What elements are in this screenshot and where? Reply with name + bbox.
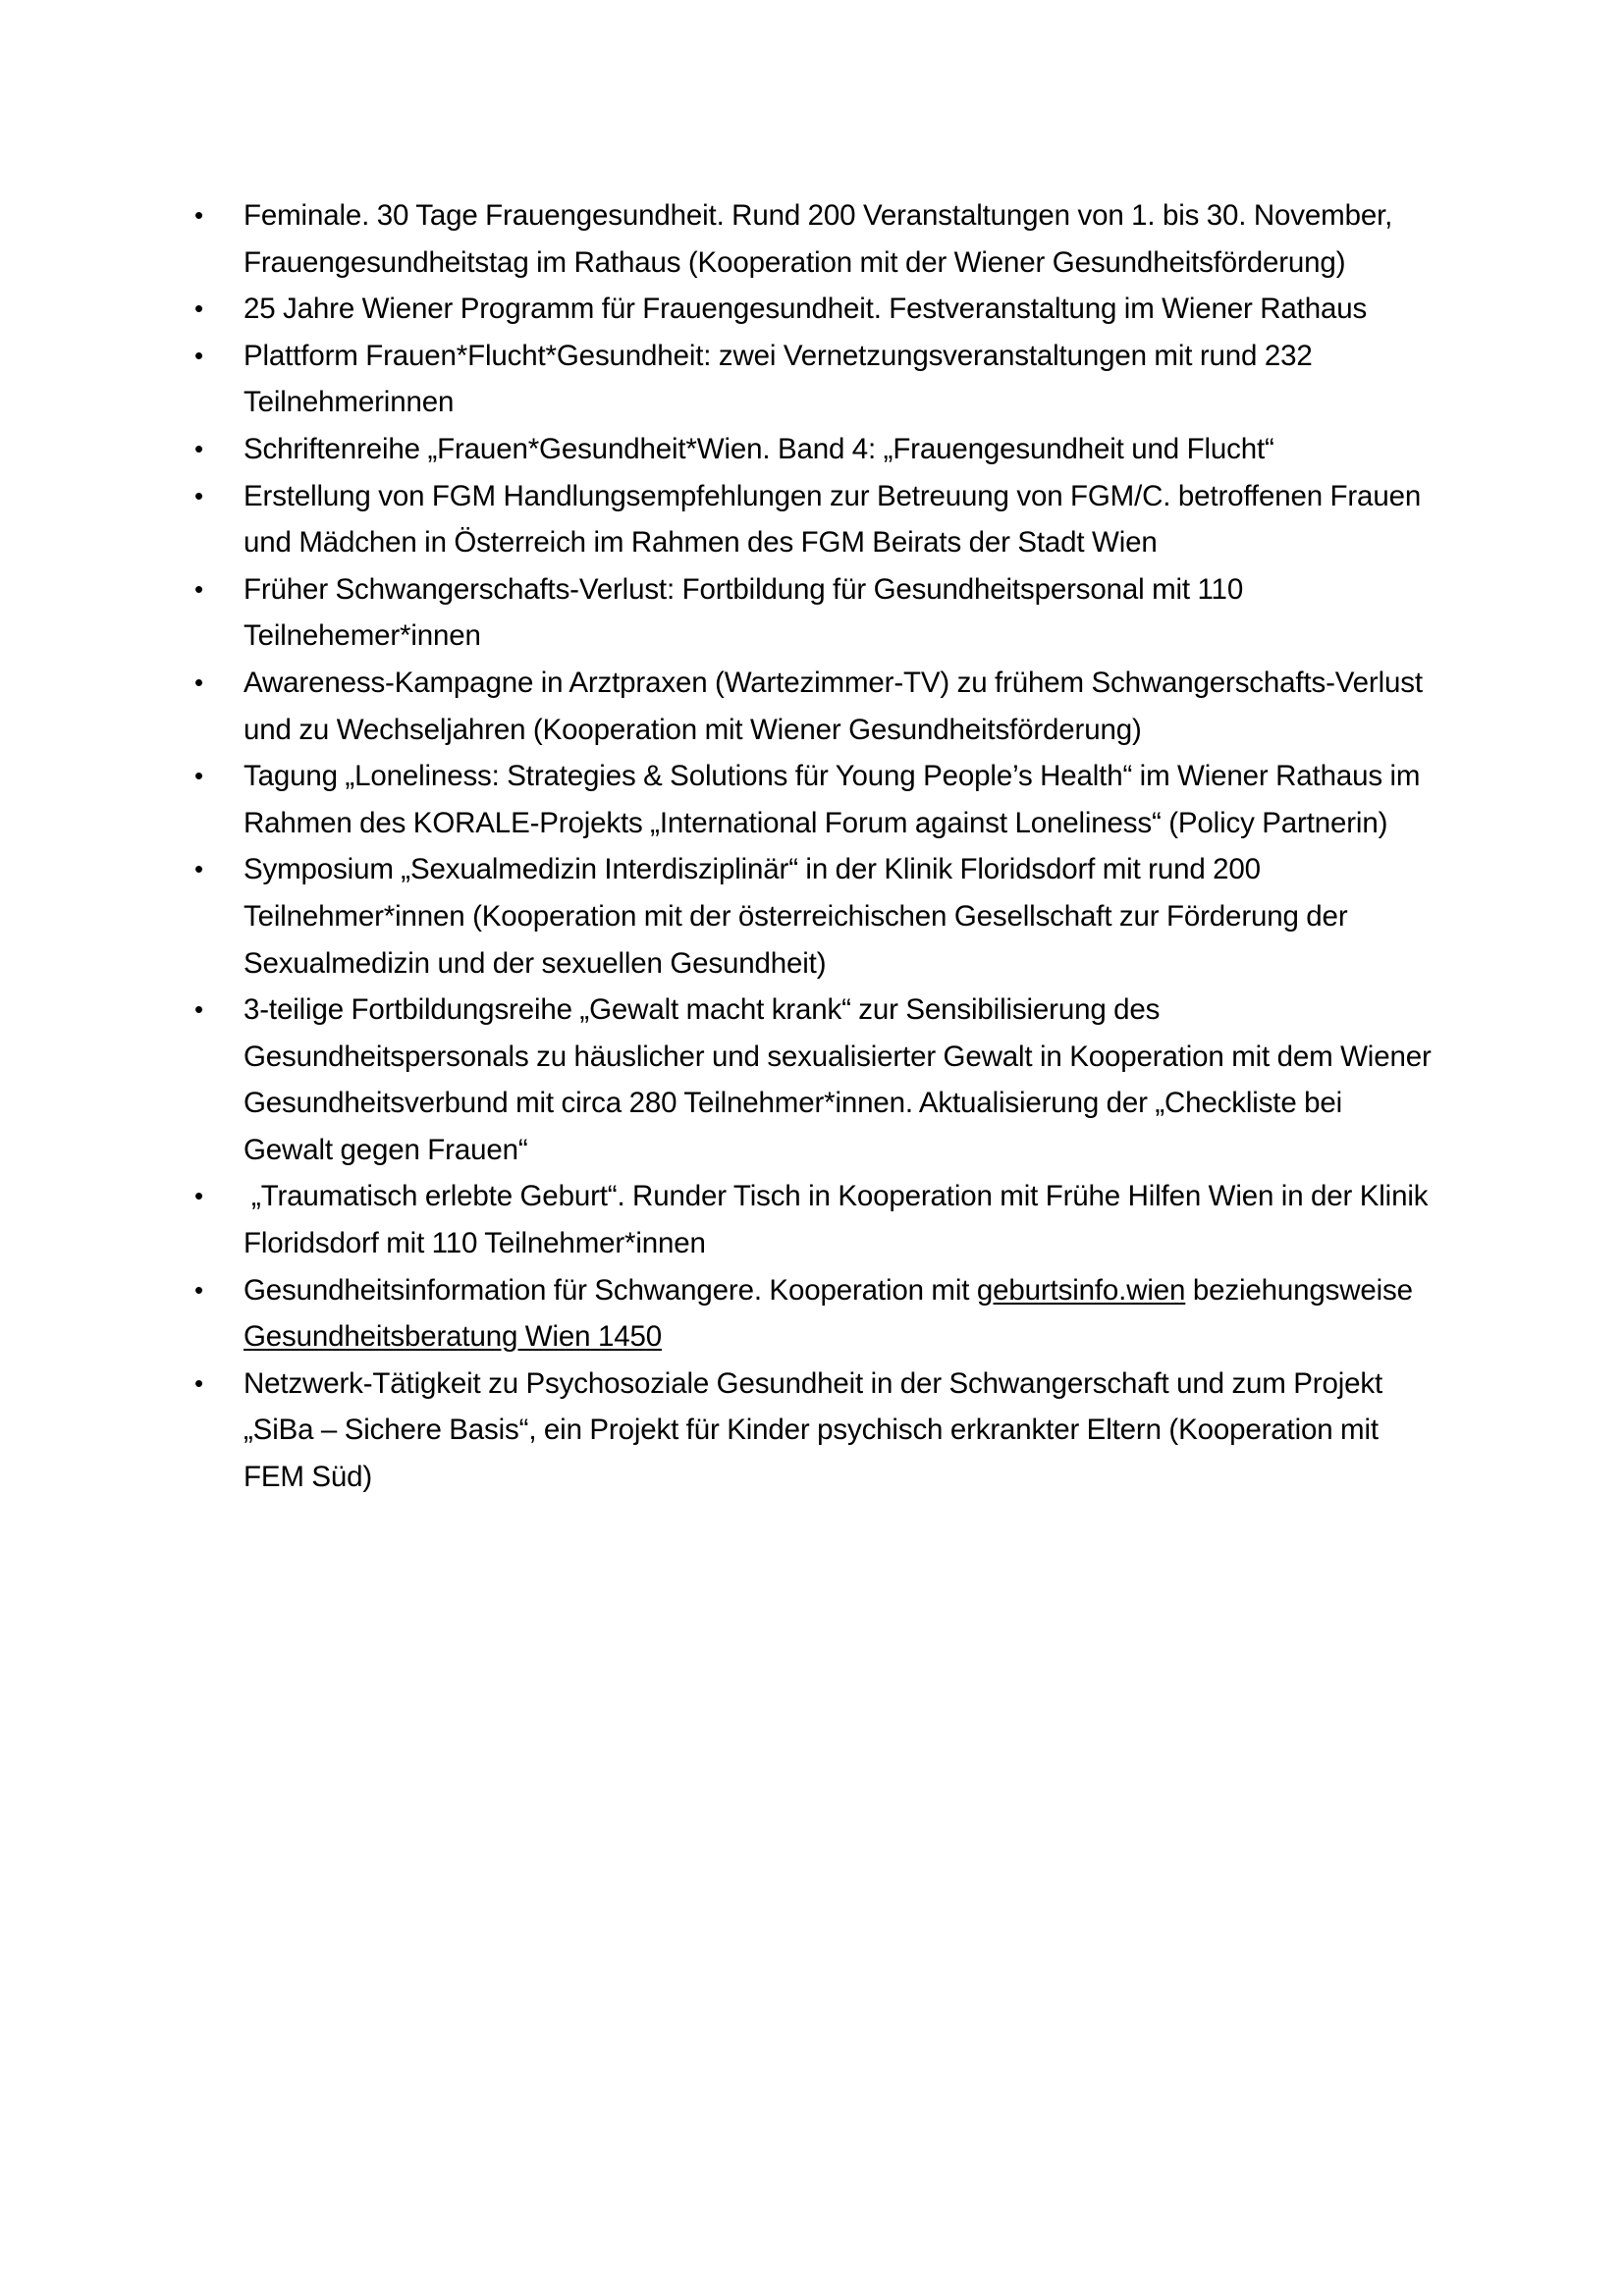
list-item (194, 473, 1434, 566)
bullet-icon: • (194, 854, 203, 884)
bullet-icon: • (194, 480, 203, 510)
list-item-text: 25 Jahre Wiener Programm für Frauengesundheit. Festveranstaltung im Wiener Rathaus (244, 293, 1368, 326)
activity-bullet-list (194, 192, 1434, 1501)
list-item (194, 426, 1434, 473)
list-item (194, 660, 1434, 753)
bullet-icon: • (194, 340, 203, 370)
bullet-icon: • (194, 1367, 203, 1398)
list-item (194, 1173, 1434, 1266)
list-item-text: Früher Schwangerschafts-Verlust: Fortbildung für Gesundheitspersonal mit 110 Teilnehemer*innen (244, 572, 1244, 653)
list-item (194, 753, 1434, 846)
list-item (194, 333, 1434, 426)
list-item (194, 1361, 1434, 1501)
list-item (194, 846, 1434, 987)
list-item (194, 566, 1434, 660)
bullet-icon: • (194, 433, 203, 463)
list-item-text: Feminale. 30 Tage Frauengesundheit. Rund 200 Veranstaltungen von 1. bis 30. November, Frauengesundheitstag im Rathaus (Kooperation mit der Wiener Gesundheitsförderung) (244, 199, 1393, 279)
list-item-text: Schriftenreihe „Frauen*Gesundheit*Wien. Band 4: „Frauengesundheit und Flucht“ (244, 432, 1274, 465)
list-item (194, 987, 1434, 1173)
bullet-icon: • (194, 200, 203, 230)
bullet-icon: • (194, 1274, 203, 1305)
list-item (194, 1267, 1434, 1361)
bullet-icon: • (194, 573, 203, 604)
list-item (194, 286, 1434, 333)
bullet-icon: • (194, 1181, 203, 1211)
list-item-text: Awareness-Kampagne in Arztpraxen (Wartezimmer-TV) zu frühem Schwangerschafts-Verlust und zu Wechseljahren (Kooperation mit Wiener Gesundheitsförderung) (244, 666, 1423, 746)
bullet-icon: • (194, 294, 203, 324)
gesundheitsberatung-link[interactable]: Gesundheitsberatung Wien 1450 (244, 1320, 662, 1354)
list-item-text: Gesundheitsinformation für Schwangere. Kooperation mit (244, 1273, 977, 1307)
bullet-icon: • (194, 994, 203, 1025)
list-item-text: Plattform Frauen*Flucht*Gesundheit: zwei Vernetzungsveranstaltungen mit rund 232 Teilnehmerinnen (244, 339, 1313, 419)
list-item-text: beziehungsweise (1185, 1273, 1413, 1307)
list-item-text: 3-teilige Fortbildungsreihe „Gewalt macht krank“ zur Sensibilisierung des Gesundheitspersonals zu häuslicher und sexualisierter Gewalt in Kooperation mit dem Wiener Gesundheitsverbund mit circa 280 Teilnehmer*innen. Aktualisierung der „Checkliste bei Gewalt gegen Frauen“ (244, 993, 1432, 1166)
list-item-text: Symposium „Sexualmedizin Interdisziplinär“ in der Klinik Floridsdorf mit rund 200 Teilnehmer*innen (Kooperation mit der österreichischen Gesellschaft zur Förderung der Sexualmedizin und der sexuellen Gesundheit) (244, 853, 1348, 980)
list-item-text: „Traumatisch erlebte Geburt“. Runder Tisch in Kooperation mit Frühe Hilfen Wien in der Klinik Floridsdorf mit 110 Teilnehmer*innen (244, 1180, 1435, 1260)
list-item-text: Tagung „Loneliness: Strategies & Solutions für Young People’s Health“ im Wiener Rathaus im Rahmen des KORALE-Projekts „International Forum against Loneliness“ (Policy Partnerin) (244, 760, 1421, 839)
list-item-text: Netzwerk-Tätigkeit zu Psychosoziale Gesundheit in der Schwangerschaft und zum Projekt „SiBa – Sichere Basis“, ein Projekt für Kinder psychisch erkrankter Eltern (Kooperation mit FEM Süd) (244, 1366, 1383, 1494)
list-item (194, 192, 1434, 286)
bullet-icon: • (194, 667, 203, 697)
geburtsinfo-link[interactable]: geburtsinfo.wien (976, 1273, 1186, 1307)
bullet-icon: • (194, 761, 203, 791)
list-item-text: Erstellung von FGM Handlungsempfehlungen zur Betreuung von FGM/C. betroffenen Frauen und Mädchen in Österreich im Rahmen des FGM Beirats der Stadt Wien (244, 479, 1422, 560)
